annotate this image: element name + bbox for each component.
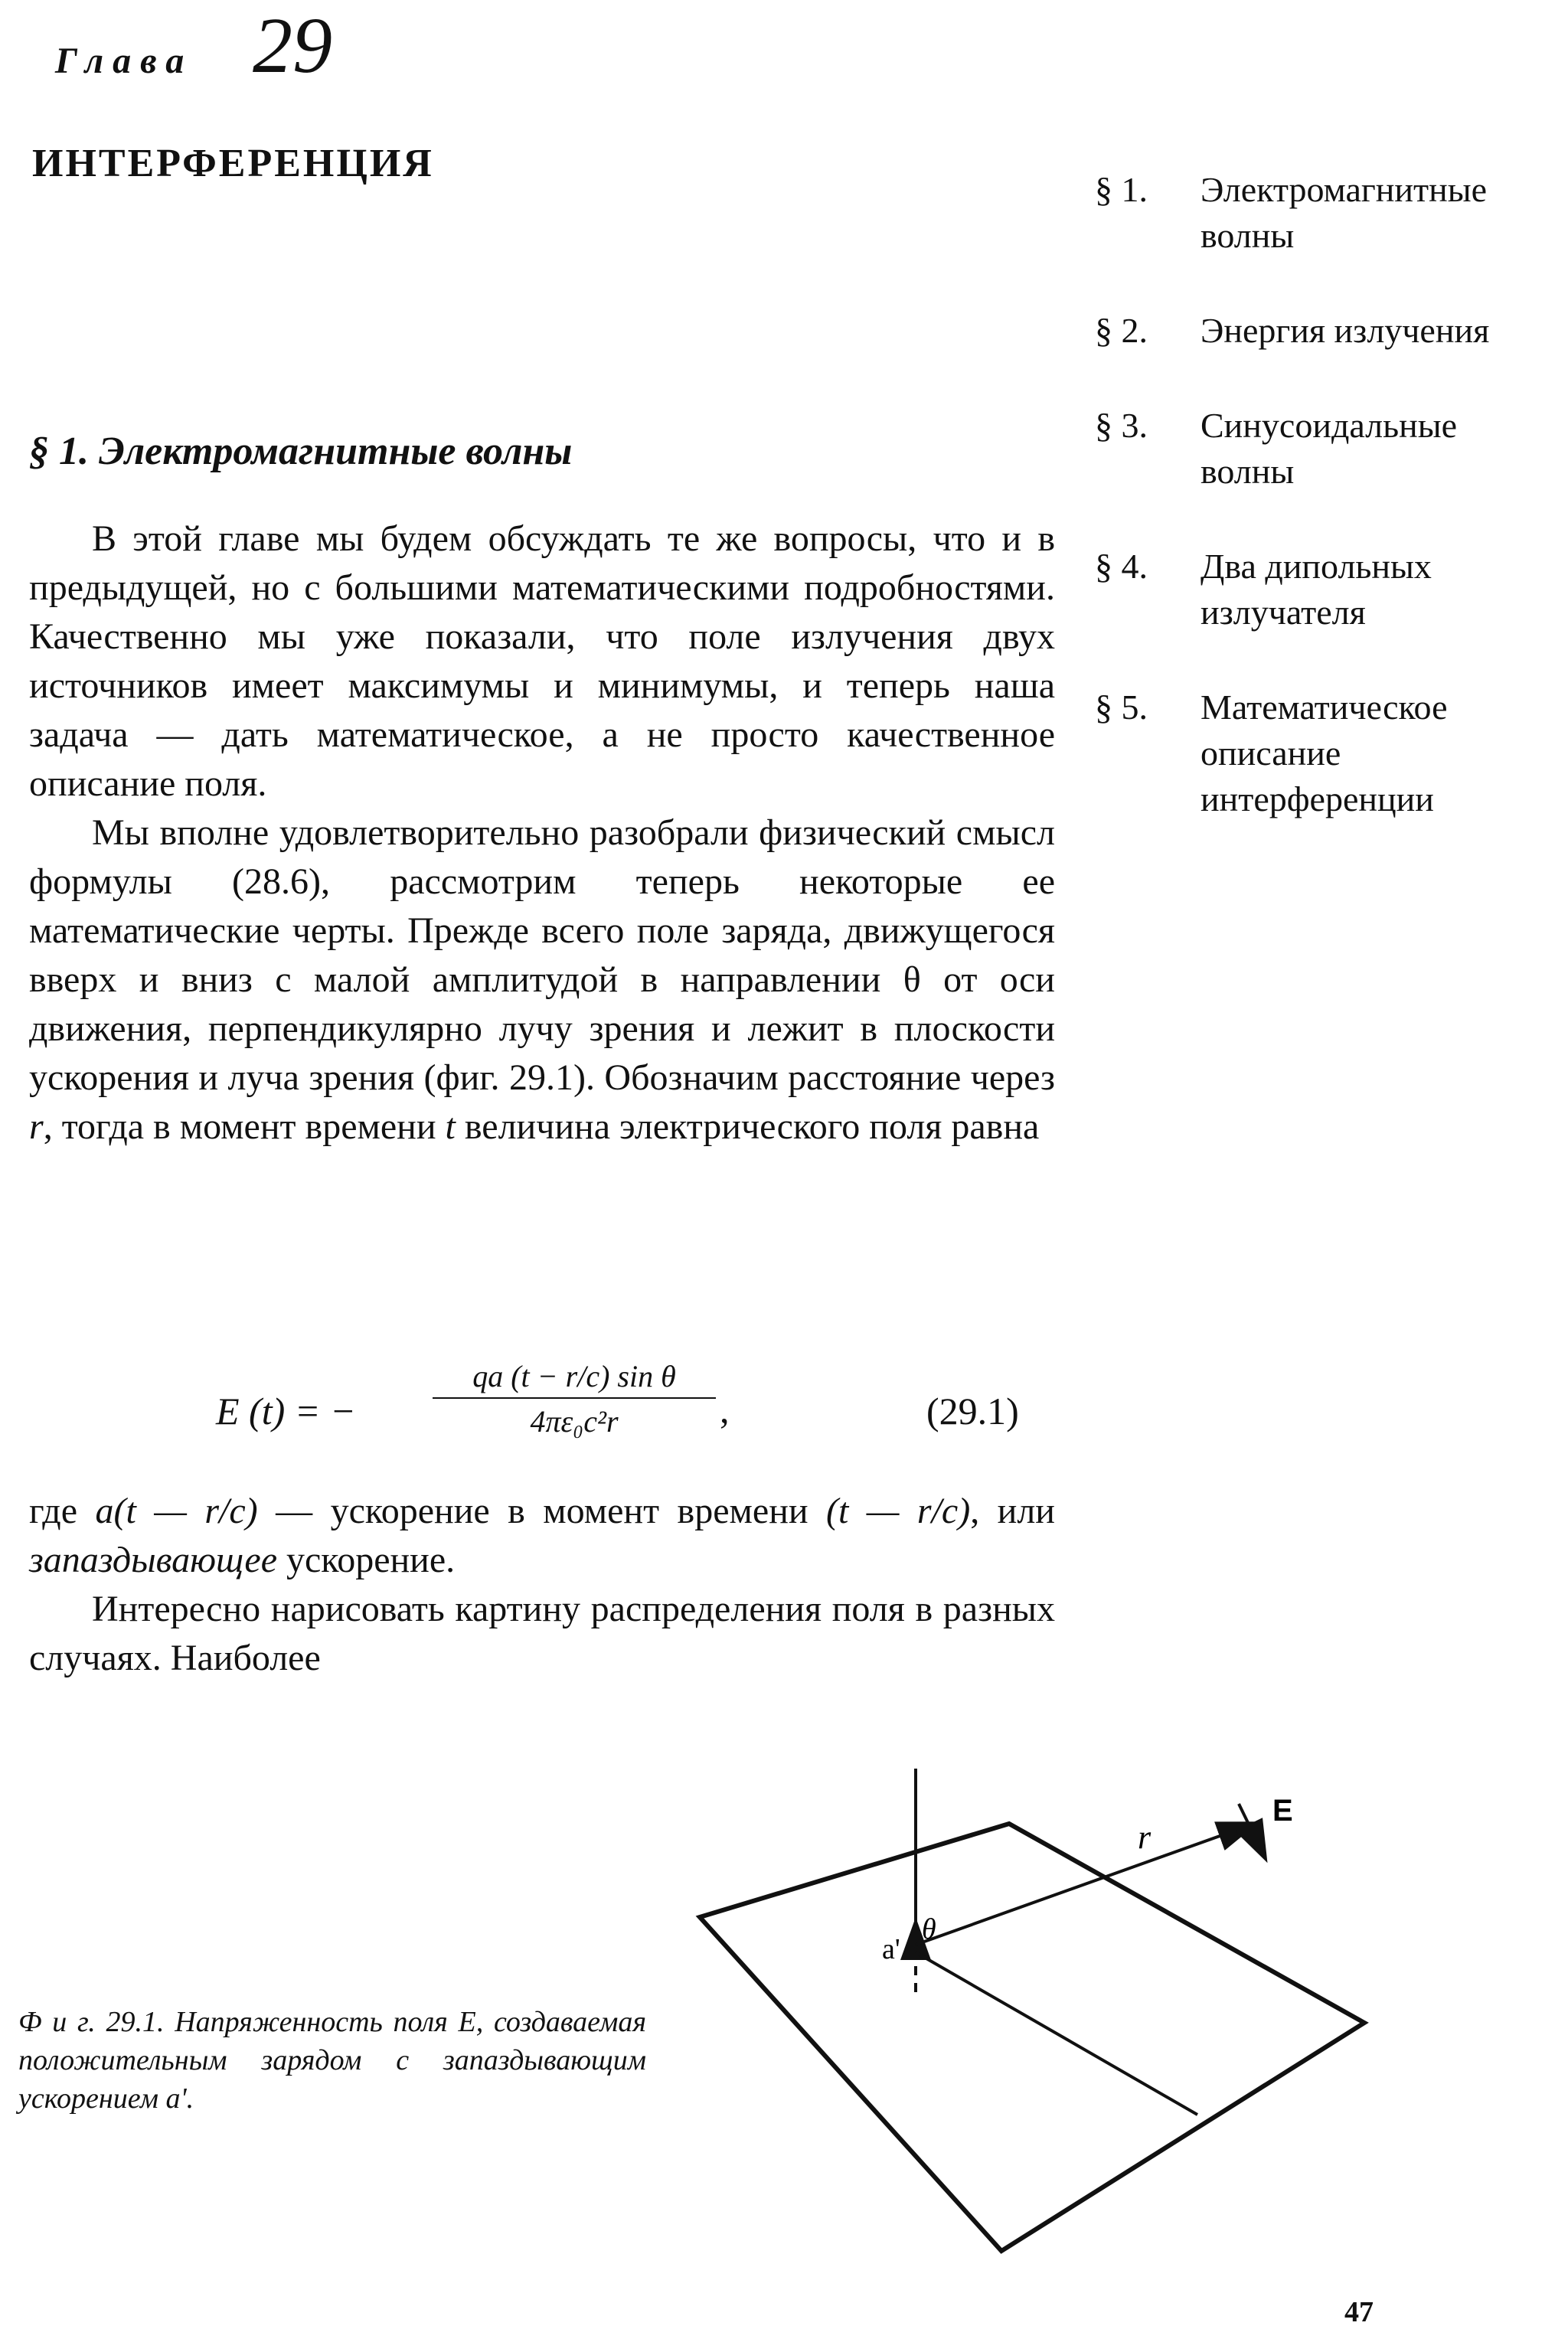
math-expression: a(t — r/c) — [95, 1491, 258, 1531]
toc-number: § 5. — [1095, 688, 1148, 727]
equation-denominator: 4πε₀c²r — [530, 1404, 619, 1439]
text-run: , или — [970, 1491, 1055, 1531]
plane — [700, 1824, 1364, 2251]
text-run: Мы вполне удовлетворительно разобрали физический смысл формулы (28.6), рассмотрим теперь некоторые ее математические черты. Прежде всего поле заряда, движущегося вверх и вниз с малой амплитудой в направлении θ от оси движения, перпендикулярно лучу зрения и лежит в плоскости ускорения и луча зрения (фиг. 29.1). Обозначим расстояние через — [29, 812, 1055, 1098]
text-run: величина электрического поля равна — [455, 1106, 1040, 1147]
text-run: — ускорение в момент времени — [257, 1491, 827, 1531]
projection-line — [916, 1952, 1197, 2115]
figure-29-1 — [689, 1753, 1562, 2259]
math-expression: (t — r/c) — [826, 1491, 971, 1531]
body-text-continued — [29, 1487, 1055, 1683]
section-heading: § 1. Электромагнитные волны — [29, 430, 573, 473]
equation-fraction — [433, 1358, 716, 1439]
chapter-contents — [1095, 167, 1554, 871]
label-theta: θ — [922, 1913, 936, 1945]
label-a-prime: a' — [882, 1933, 900, 1965]
variable-r: r — [29, 1106, 44, 1147]
toc-number: § 4. — [1095, 547, 1148, 586]
text-run: где — [29, 1491, 96, 1531]
chapter-title: ИНТЕРФЕРЕНЦИЯ — [32, 142, 434, 185]
equation-numerator: qa (t − r/c) sin θ — [433, 1358, 716, 1399]
equation-number: (29.1) — [926, 1390, 1019, 1432]
label-e: E — [1272, 1794, 1293, 1828]
toc-item — [1095, 544, 1554, 635]
toc-number: § 1. — [1095, 170, 1148, 209]
label-r: r — [1138, 1818, 1152, 1856]
toc-title: Два дипольных излучателя — [1200, 547, 1432, 632]
chapter-number: 29 — [253, 2, 332, 90]
equation-29-1 — [0, 1358, 1057, 1450]
text-run: , тогда в момент времени — [43, 1106, 446, 1147]
toc-number: § 2. — [1095, 311, 1148, 350]
toc-title: Математическое описание интерференции — [1200, 688, 1448, 818]
paragraph — [29, 1487, 1055, 1585]
toc-title: Синусоидальные волны — [1200, 406, 1458, 491]
chapter-label: Глава — [55, 41, 194, 81]
toc-item — [1095, 167, 1554, 259]
toc-title: Энергия излучения — [1200, 311, 1490, 350]
equation-comma: , — [720, 1388, 730, 1431]
toc-number: § 3. — [1095, 406, 1148, 445]
toc-item — [1095, 684, 1554, 822]
toc-title: Электромагнитные волны — [1200, 170, 1488, 255]
emphasis: запаздывающее — [29, 1540, 277, 1580]
variable-t: t — [445, 1106, 456, 1147]
figure-caption: Ф и г. 29.1. Напряженность поля E, создаваемая положительным зарядом с запаздывающим ускорением a'. — [18, 2006, 646, 2115]
paragraph: Интересно нарисовать картину распределения поля в разных случаях. Наиболее — [29, 1589, 1055, 1678]
body-text — [29, 514, 1055, 1152]
equation-lhs: E (t) = − — [216, 1390, 356, 1432]
paragraph: В этой главе мы будем обсуждать те же вопросы, что и в предыдущей, но с большими математическими подробностями. Качественно мы уже показали, что поле излучения двух источников имеет максимумы и минимумы, и теперь наша задача — дать математическое, а не просто качественное описание поля. — [29, 518, 1055, 804]
text-run: ускорение. — [277, 1540, 456, 1580]
page-number: 47 — [1344, 2296, 1374, 2328]
field-vector-e — [1239, 1804, 1265, 1857]
paragraph — [29, 808, 1055, 1152]
toc-item — [1095, 308, 1554, 354]
ray-r — [916, 1824, 1254, 1945]
toc-item — [1095, 403, 1554, 495]
